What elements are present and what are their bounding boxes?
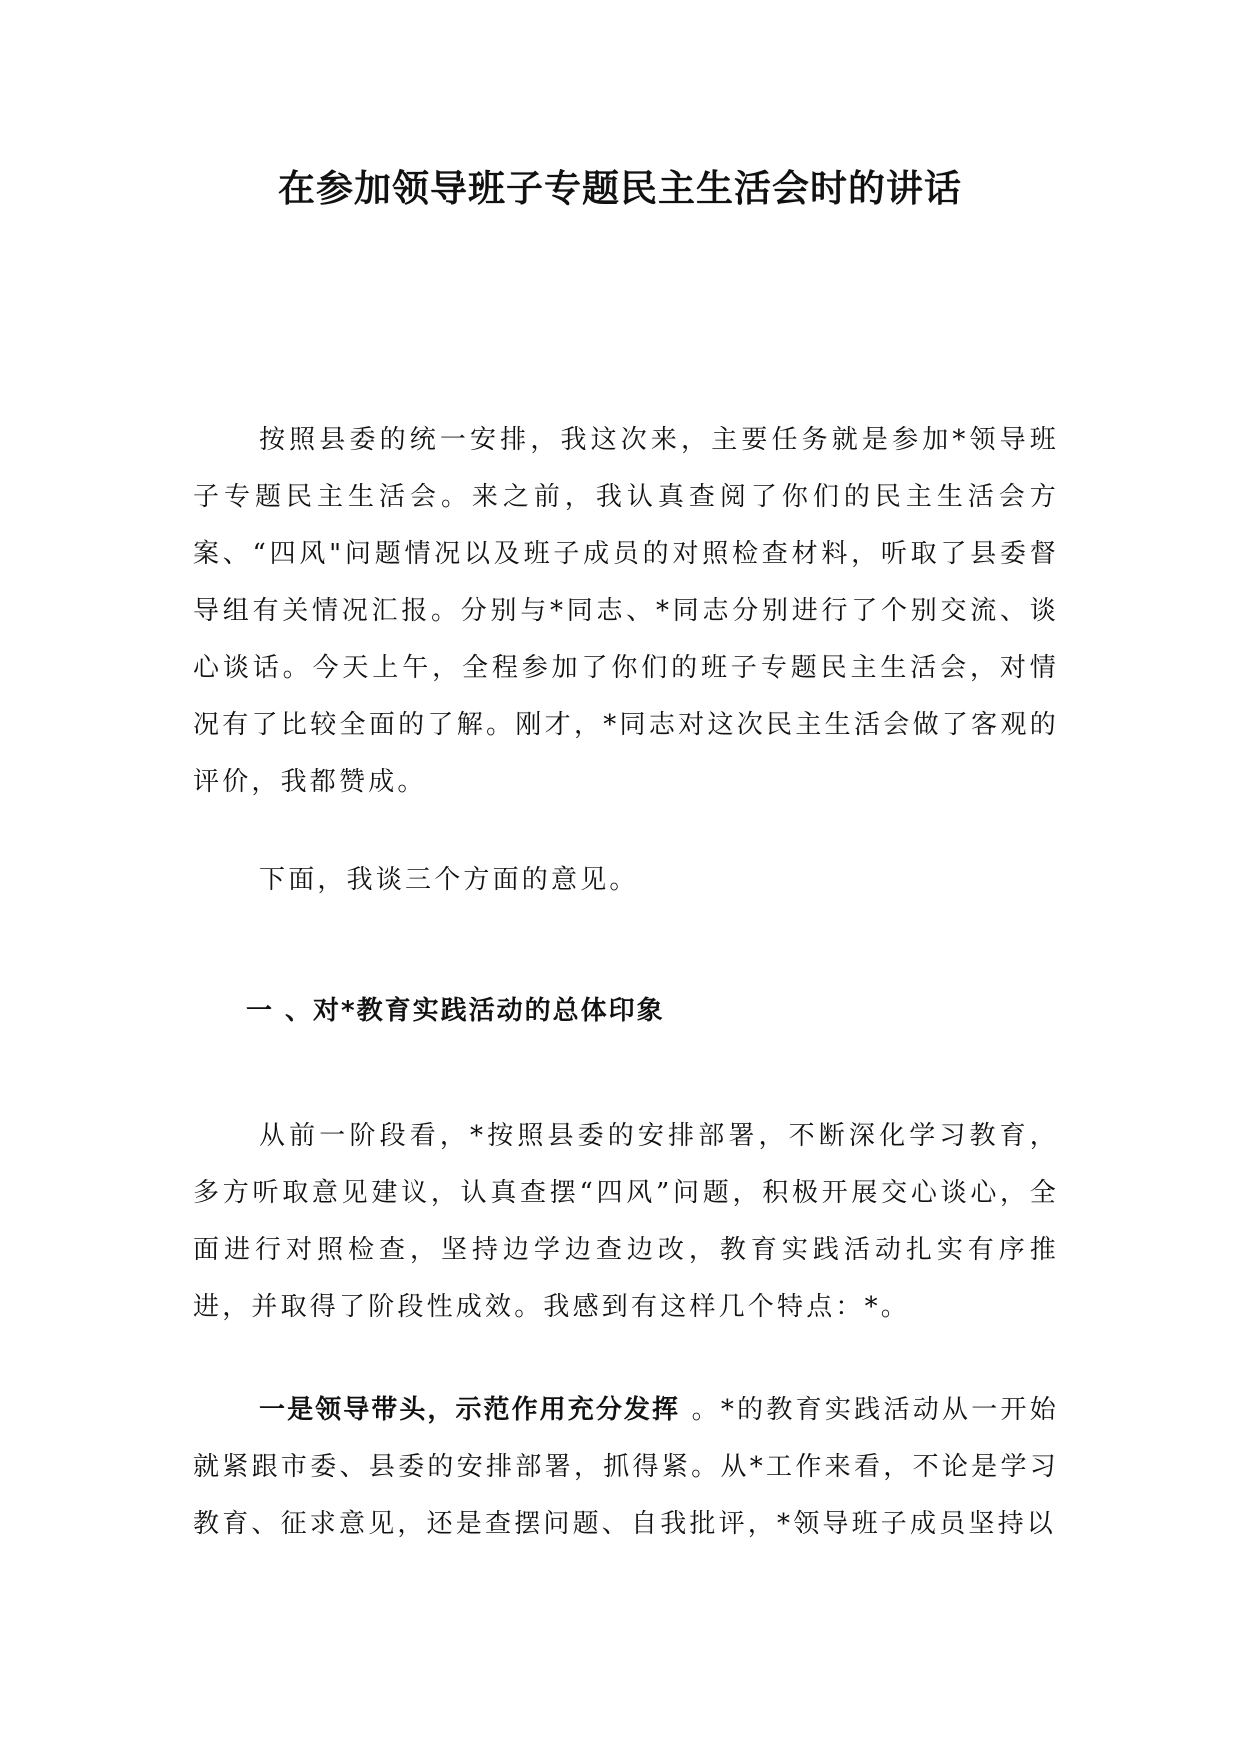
- paragraph-opening: 按照县委的统一安排，我这次来，主要任务就是参加*领导班子专题民主生活会。来之前，我认真查阅了你们的民主生活会方案、“四风"问题情况以及班子成员的对照检查材料，听取了县委督导组有关情况汇报。分别与*同志、*同志分别进行了个别交流、谈心谈话。今天上午，全程参加了你们的班子专题民主生活会，对情况有了比较全面的了解。刚才，*同志对这次民主生活会做了客观的评价，我都赞成。: [193, 425, 1059, 797]
- paragraph-point-1: [193, 1382, 1059, 1553]
- section-heading-1: 一 、对*教育实践活动的总体印象: [246, 996, 665, 1026]
- paragraph-overall-impression: 从前一阶段看，*按照县委的安排部署，不断深化学习教育，多方听取意见建议，认真查摆“四风”问题，积极开展交心谈心，全面进行对照检查，坚持边学边查边改，教育实践活动扎实有序推进，并取得了阶段性成效。我感到有这样几个特点：*。: [193, 1121, 1059, 1322]
- point-1-lead: 一是领导带头，示范作用充分发挥: [259, 1395, 681, 1425]
- point-1-text: 。*的教育实践活动从一开始就紧跟市委、县委的安排部署，抓得紧。从*工作来看，不论是学习教育、征求意见，还是查摆问题、自我批评，*领导班子成员坚持以: [193, 1395, 1059, 1539]
- document-title: 在参加领导班子专题民主生活会时的讲话: [278, 167, 962, 210]
- paragraph-intro-points: 下面，我谈三个方面的意见。: [259, 865, 639, 895]
